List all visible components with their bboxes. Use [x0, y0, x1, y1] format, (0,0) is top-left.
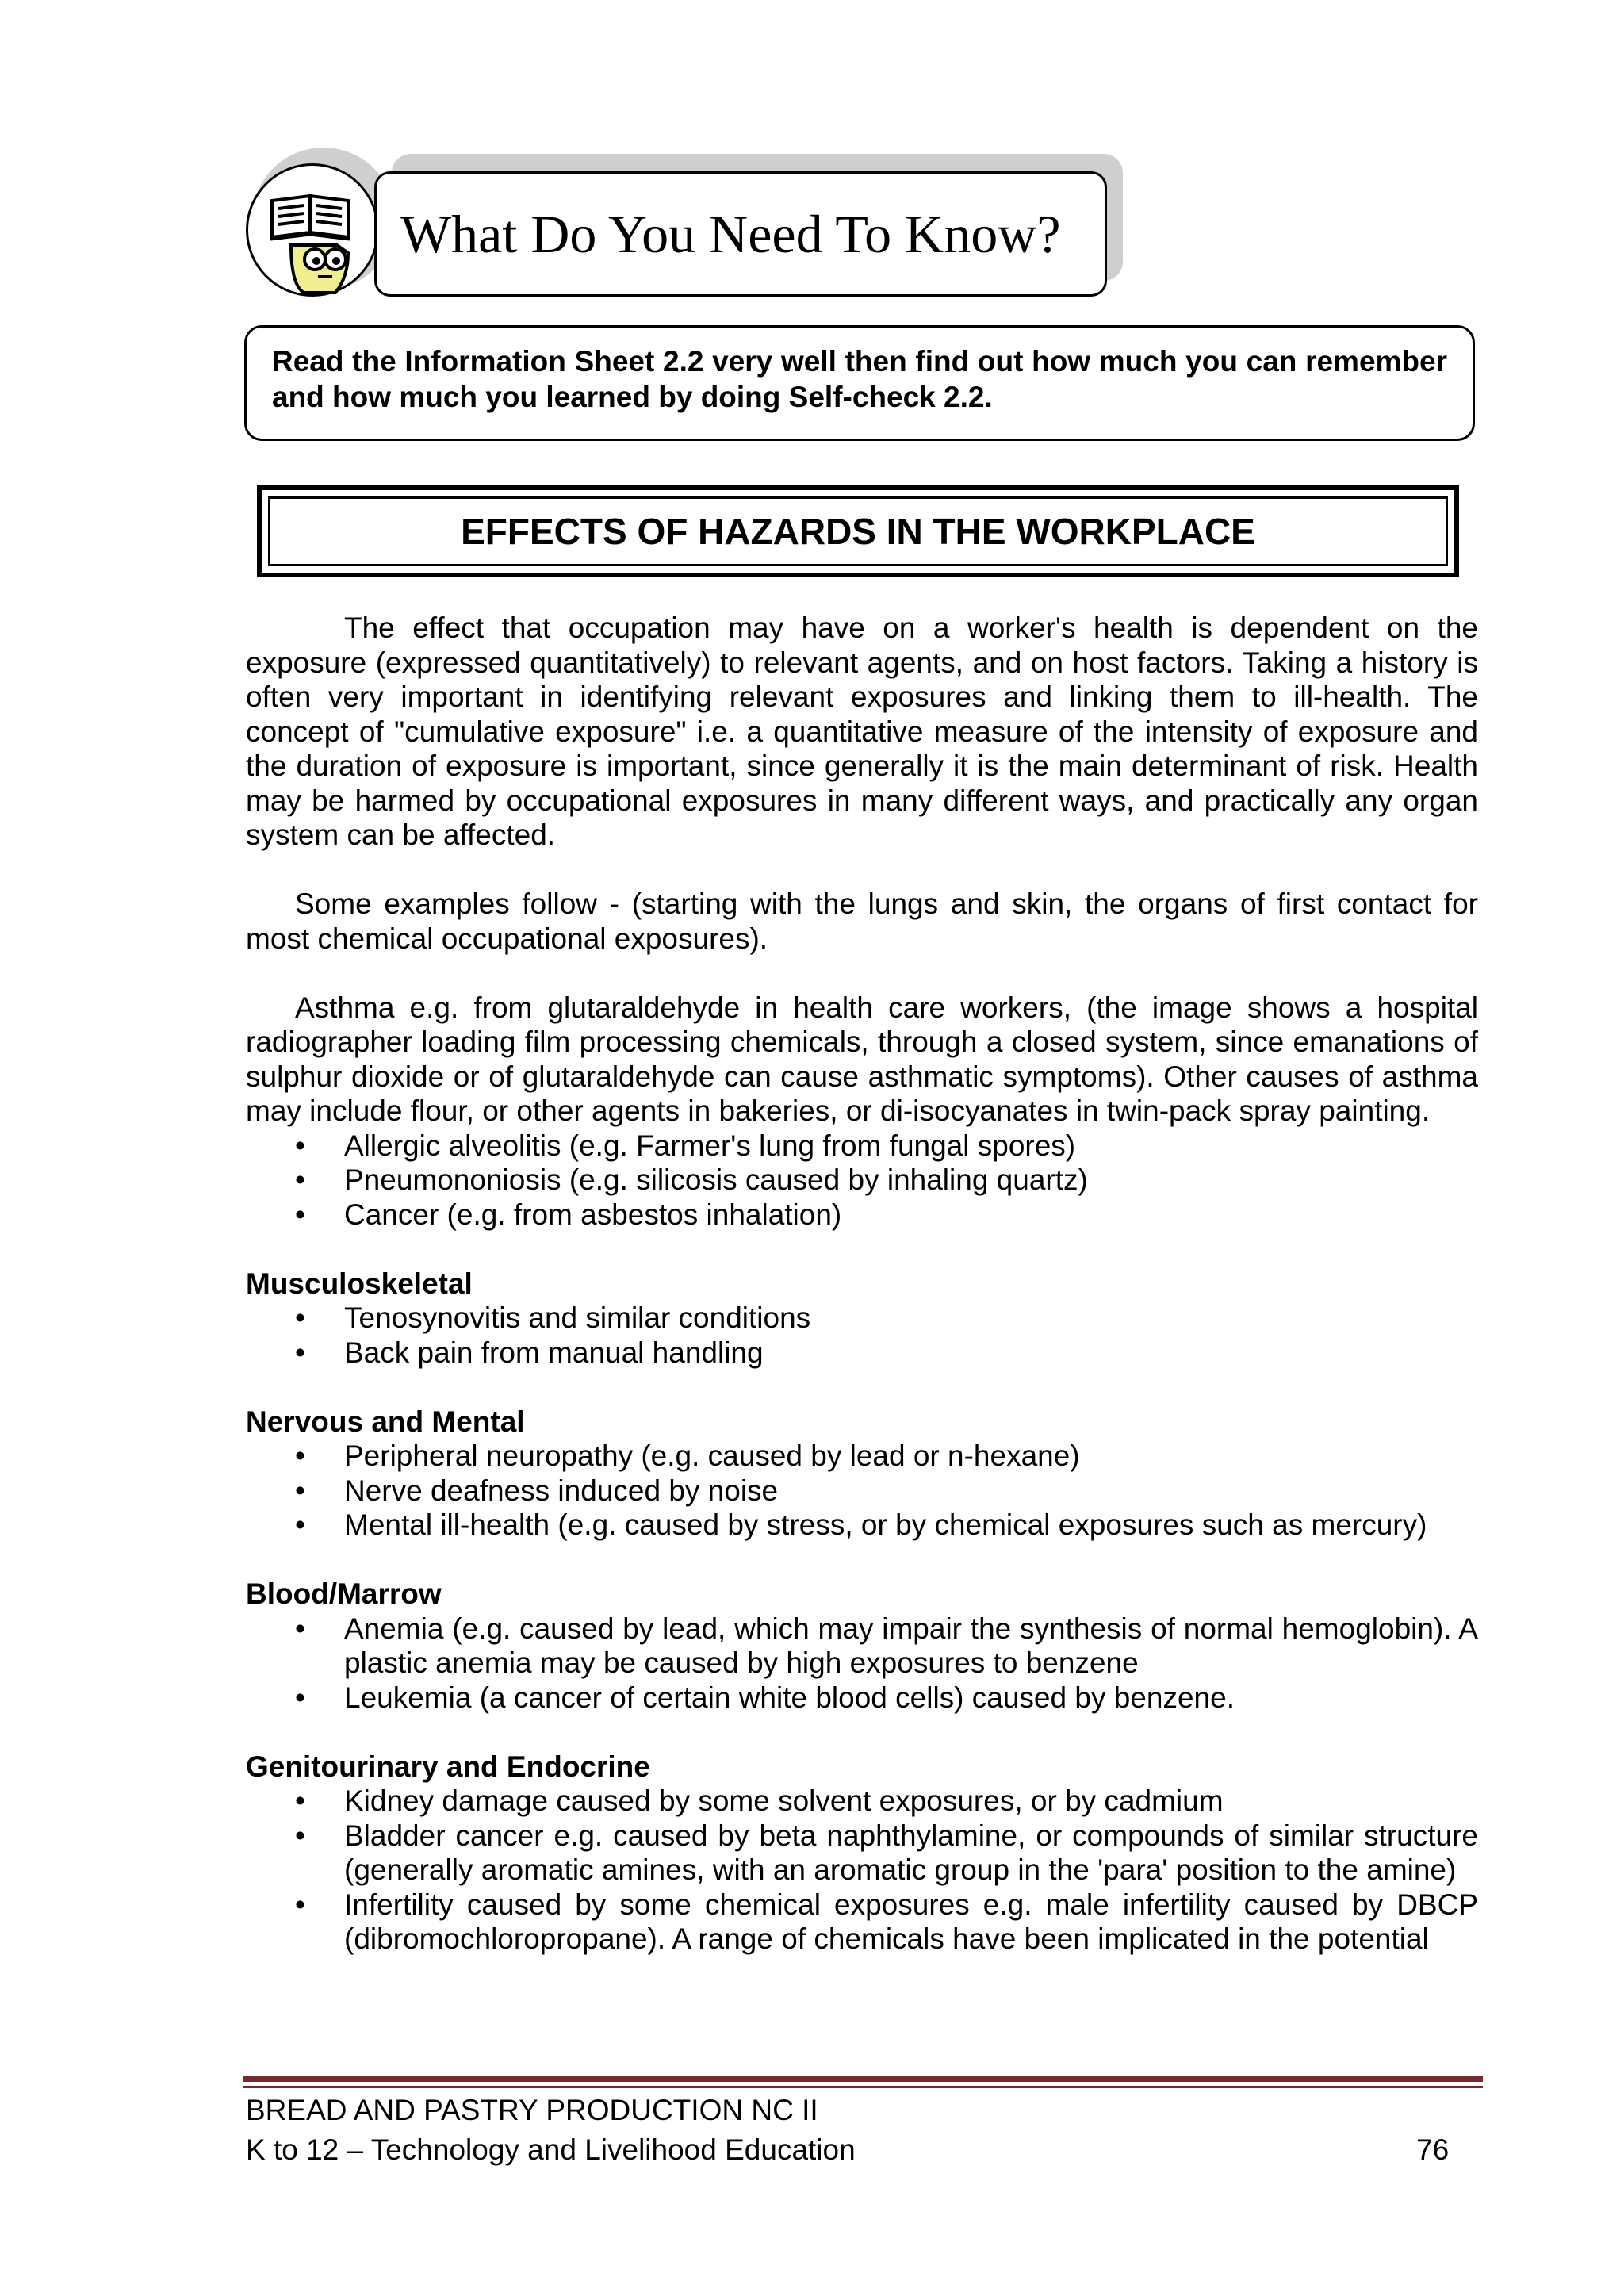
heading-genitourinary-endocrine: Genitourinary and Endocrine [246, 1750, 650, 1783]
list-item: • Leukemia (a cancer of certain white blood cells) caused by benzene. [246, 1681, 1478, 1715]
footer-program-title: K to 12 – Technology and Livelihood Education [246, 2133, 856, 2166]
section-title-frame [257, 485, 1459, 577]
list-item: • Back pain from manual handling [246, 1336, 1478, 1370]
section-title-inner [268, 496, 1448, 566]
body-content [246, 611, 1478, 1957]
paragraph-intro: The effect that occupation may have on a worker's health is dependent on the exposure (expressed quantitatively) to relevant agents, and on host factors. Taking a history is often very important in identifying relevant exposures and linking them to ill-health. The concept of "cumulative exposure" i.e. a quantitative measure of the intensity of exposure and the duration of exposure is important, since generally it is the main determinant of risk. Health may be harmed by occupational exposures in many different ways, and practically any organ system can be affected. [246, 611, 1478, 851]
instruction-box [244, 325, 1475, 441]
blood-marrow-list [246, 1612, 1478, 1715]
nervous-mental-list [246, 1439, 1478, 1543]
list-item: • Cancer (e.g. from asbestos inhalation) [246, 1198, 1478, 1232]
list-item: • Pneumononiosis (e.g. silicosis caused by inhaling quartz) [246, 1163, 1478, 1198]
list-item: • Tenosynovitis and similar conditions [246, 1301, 1478, 1336]
footer-course-title: BREAD AND PASTRY PRODUCTION NC II [246, 2094, 818, 2126]
spacer [246, 1370, 1478, 1405]
reading-person-icon [246, 163, 379, 297]
respiratory-list [246, 1129, 1478, 1232]
list-item: • Bladder cancer e.g. caused by beta naphthylamine, or compounds of similar structure (generally aromatic amines, with an aromatic group in the 'para' position to the amine) [246, 1819, 1478, 1888]
footer-divider-thin [243, 2086, 1483, 2088]
spacer [246, 956, 1478, 991]
list-item: • Anemia (e.g. caused by lead, which may impair the synthesis of normal hemoglobin). A plastic anemia may be caused by high exposures to benzene [246, 1612, 1478, 1681]
heading-musculoskeletal: Musculoskeletal [246, 1267, 473, 1300]
spacer [246, 1232, 1478, 1267]
list-item: • Mental ill-health (e.g. caused by stress, or by chemical exposures such as mercury) [246, 1508, 1478, 1543]
list-item: • Nerve deafness induced by noise [246, 1474, 1478, 1508]
heading-nervous-mental: Nervous and Mental [246, 1405, 525, 1438]
list-item: • Infertility caused by some chemical exposures e.g. male infertility caused by DBCP (dibromochloropropane). A range of chemicals have been implicated in the potential [246, 1888, 1478, 1957]
musculoskeletal-list [246, 1301, 1478, 1370]
list-item: • Kidney damage caused by some solvent exposures, or by cadmium [246, 1784, 1478, 1819]
banner-title-box [374, 171, 1107, 297]
section-title: EFFECTS OF HAZARDS IN THE WORKPLACE [461, 511, 1255, 552]
spacer [246, 853, 1478, 887]
list-item: • Allergic alveolitis (e.g. Farmer's lung from fungal spores) [246, 1129, 1478, 1163]
paragraph-examples: Some examples follow - (starting with the lungs and skin, the organs of first contact for most chemical occupational exposures). [246, 887, 1478, 955]
genitourinary-endocrine-list [246, 1784, 1478, 1957]
instruction-text: Read the Information Sheet 2.2 very well then find out how much you can remember and how much you learned by doing Self-check 2.2. [272, 345, 1447, 413]
spacer [246, 1543, 1478, 1577]
footer-divider-thick [243, 2076, 1483, 2082]
list-item: • Peripheral neuropathy (e.g. caused by lead or n-hexane) [246, 1439, 1478, 1474]
spacer [246, 1715, 1478, 1750]
paragraph-asthma: Asthma e.g. from glutaraldehyde in health care workers, (the image shows a hospital radiographer loading film processing chemicals, through a closed system, since emanations of sulphur dioxide or of glutaraldehyde can cause asthmatic symptoms). Other causes of asthma may include flour, or other agents in bakeries, or di-isocyanates in twin-pack spray painting. [246, 991, 1478, 1127]
banner-title: What Do You Need To Know? [400, 203, 1061, 264]
page-number: 76 [1416, 2133, 1450, 2166]
heading-blood-marrow: Blood/Marrow [246, 1577, 442, 1610]
